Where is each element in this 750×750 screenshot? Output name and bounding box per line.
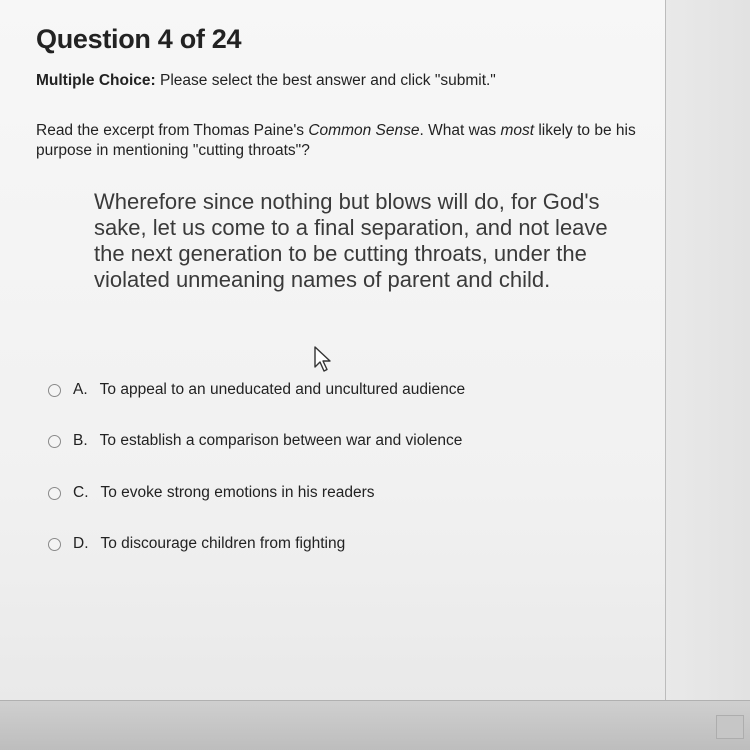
page-scrollbar[interactable] — [666, 0, 750, 700]
option-letter: B. — [73, 432, 88, 449]
question-prompt — [36, 121, 666, 161]
prompt-work-title: Common Sense — [308, 122, 420, 139]
radio-button-icon[interactable] — [48, 538, 61, 551]
instruction-text: Please select the best answer and click "submit." — [155, 72, 496, 89]
instruction-type: Multiple Choice: — [36, 72, 156, 89]
option-text: To evoke strong emotions in his readers — [100, 484, 375, 501]
bottom-bar-control[interactable] — [716, 715, 744, 739]
option-letter: D. — [73, 535, 89, 552]
bottom-bar — [0, 700, 750, 750]
radio-button-icon[interactable] — [48, 435, 61, 448]
instructions — [36, 72, 496, 90]
answer-option-d[interactable] — [48, 532, 345, 556]
option-text: To appeal to an uneducated and uncultured audience — [99, 381, 466, 398]
mouse-pointer-icon — [313, 345, 335, 373]
answer-option-c[interactable] — [48, 481, 374, 505]
radio-button-icon[interactable] — [48, 384, 61, 397]
answer-option-b[interactable] — [48, 429, 462, 453]
option-letter: A. — [73, 381, 88, 398]
excerpt-quote: Wherefore since nothing but blows will do, for God's sake, let us come to a final separation, and not leave the next generation to be cutting throats, under the violated unmeaning names of parent and child. — [94, 189, 608, 292]
radio-button-icon[interactable] — [48, 487, 61, 500]
option-text: To discourage children from fighting — [100, 535, 346, 552]
prompt-part3: likely to be his purpose in mentioning "cutting throats"? — [36, 122, 636, 159]
prompt-emphasis: most — [500, 122, 535, 139]
prompt-part2: . What was — [419, 122, 501, 139]
option-letter: C. — [73, 484, 89, 501]
prompt-part1: Read the excerpt from Thomas Paine's — [36, 122, 309, 139]
question-title: Question 4 of 24 — [36, 24, 242, 54]
option-text: To establish a comparison between war and violence — [99, 432, 463, 449]
answer-option-a[interactable] — [48, 378, 465, 402]
